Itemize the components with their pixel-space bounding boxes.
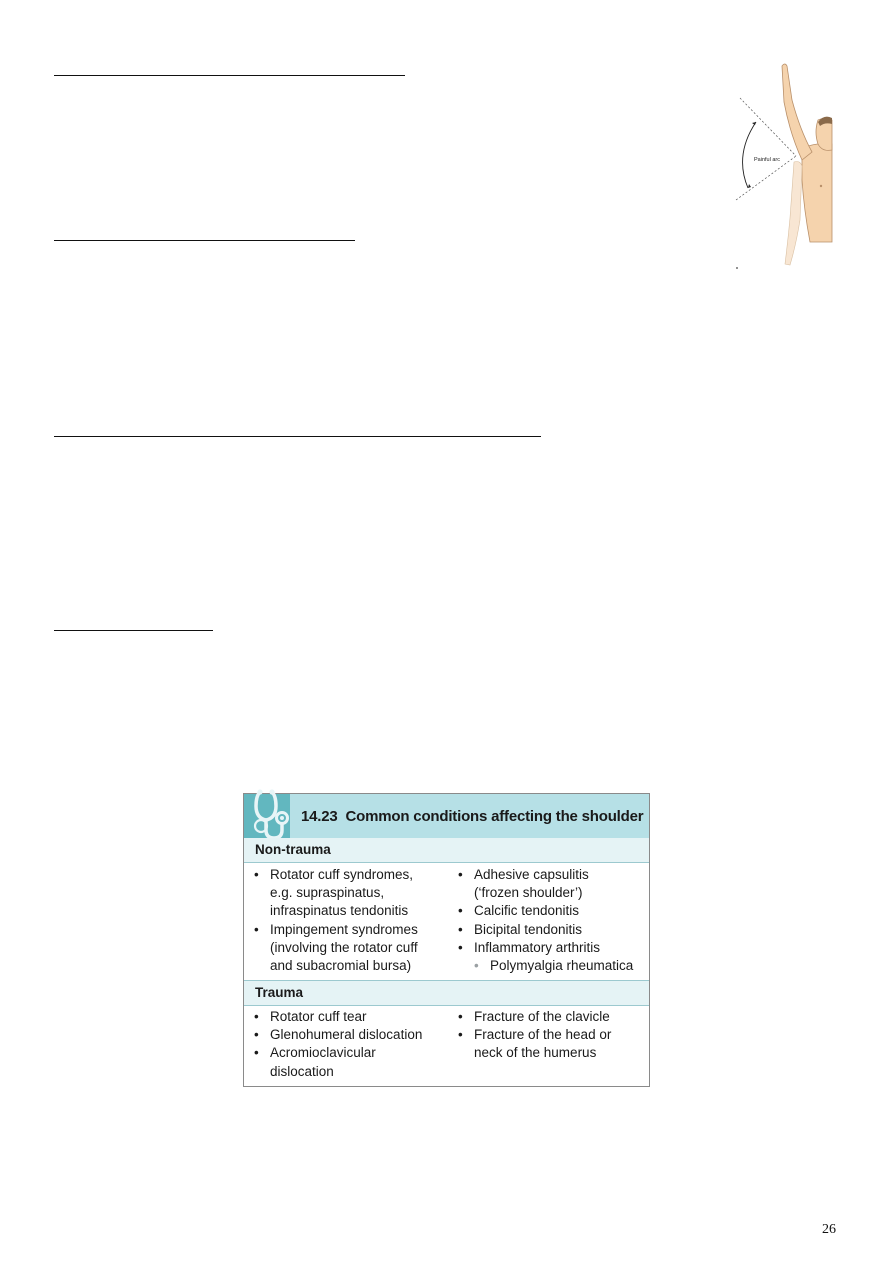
- table-number: 14.23: [301, 808, 338, 825]
- list-item: • Rotator cuff tear: [254, 1008, 434, 1026]
- list-item: • Fracture of the head or neck of the humerus: [458, 1026, 646, 1062]
- heading-underline-2: [54, 240, 355, 241]
- trauma-left-list: [254, 1008, 434, 1081]
- non-trauma-left-list: [254, 866, 434, 975]
- heading-underline-1: [54, 75, 405, 76]
- list-item: • Adhesive capsulitis (‘frozen shoulder’): [458, 866, 646, 902]
- page-number: 26: [822, 1222, 836, 1237]
- shoulder-conditions-table: [243, 793, 650, 1087]
- section-heading-trauma: Trauma: [244, 980, 649, 1006]
- list-item: • Acromioclavicular dislocation: [254, 1044, 434, 1080]
- list-item: • Bicipital tendonitis: [458, 921, 646, 939]
- list-item: • Inflammatory arthritis: [458, 939, 646, 957]
- painful-arc-label: Painful arc: [754, 157, 780, 163]
- list-item: • Glenohumeral dislocation: [254, 1026, 434, 1044]
- non-trauma-right-list: [458, 866, 646, 975]
- list-item: • Impingement syndromes (involving the rotator cuff and subacromial bursa): [254, 921, 434, 976]
- heading-underline-4: [54, 630, 213, 631]
- trauma-right-list: [458, 1008, 646, 1063]
- list-sub-item: • Polymyalgia rheumatica: [458, 957, 646, 975]
- list-item: • Rotator cuff syndromes, e.g. supraspinatus, infraspinatus tendonitis: [254, 866, 434, 921]
- table-title-text: Common conditions affecting the shoulder: [345, 808, 644, 825]
- list-item: • Calcific tendonitis: [458, 902, 646, 920]
- table-header: [244, 794, 649, 838]
- stethoscope-icon: [248, 786, 294, 842]
- heading-underline-3: [54, 436, 541, 437]
- table-title: [301, 808, 643, 825]
- painful-arc-illustration: [730, 60, 835, 275]
- section-heading-non-trauma: Non-trauma: [244, 838, 649, 863]
- list-item: • Fracture of the clavicle: [458, 1008, 646, 1026]
- arm-figure: [782, 64, 832, 265]
